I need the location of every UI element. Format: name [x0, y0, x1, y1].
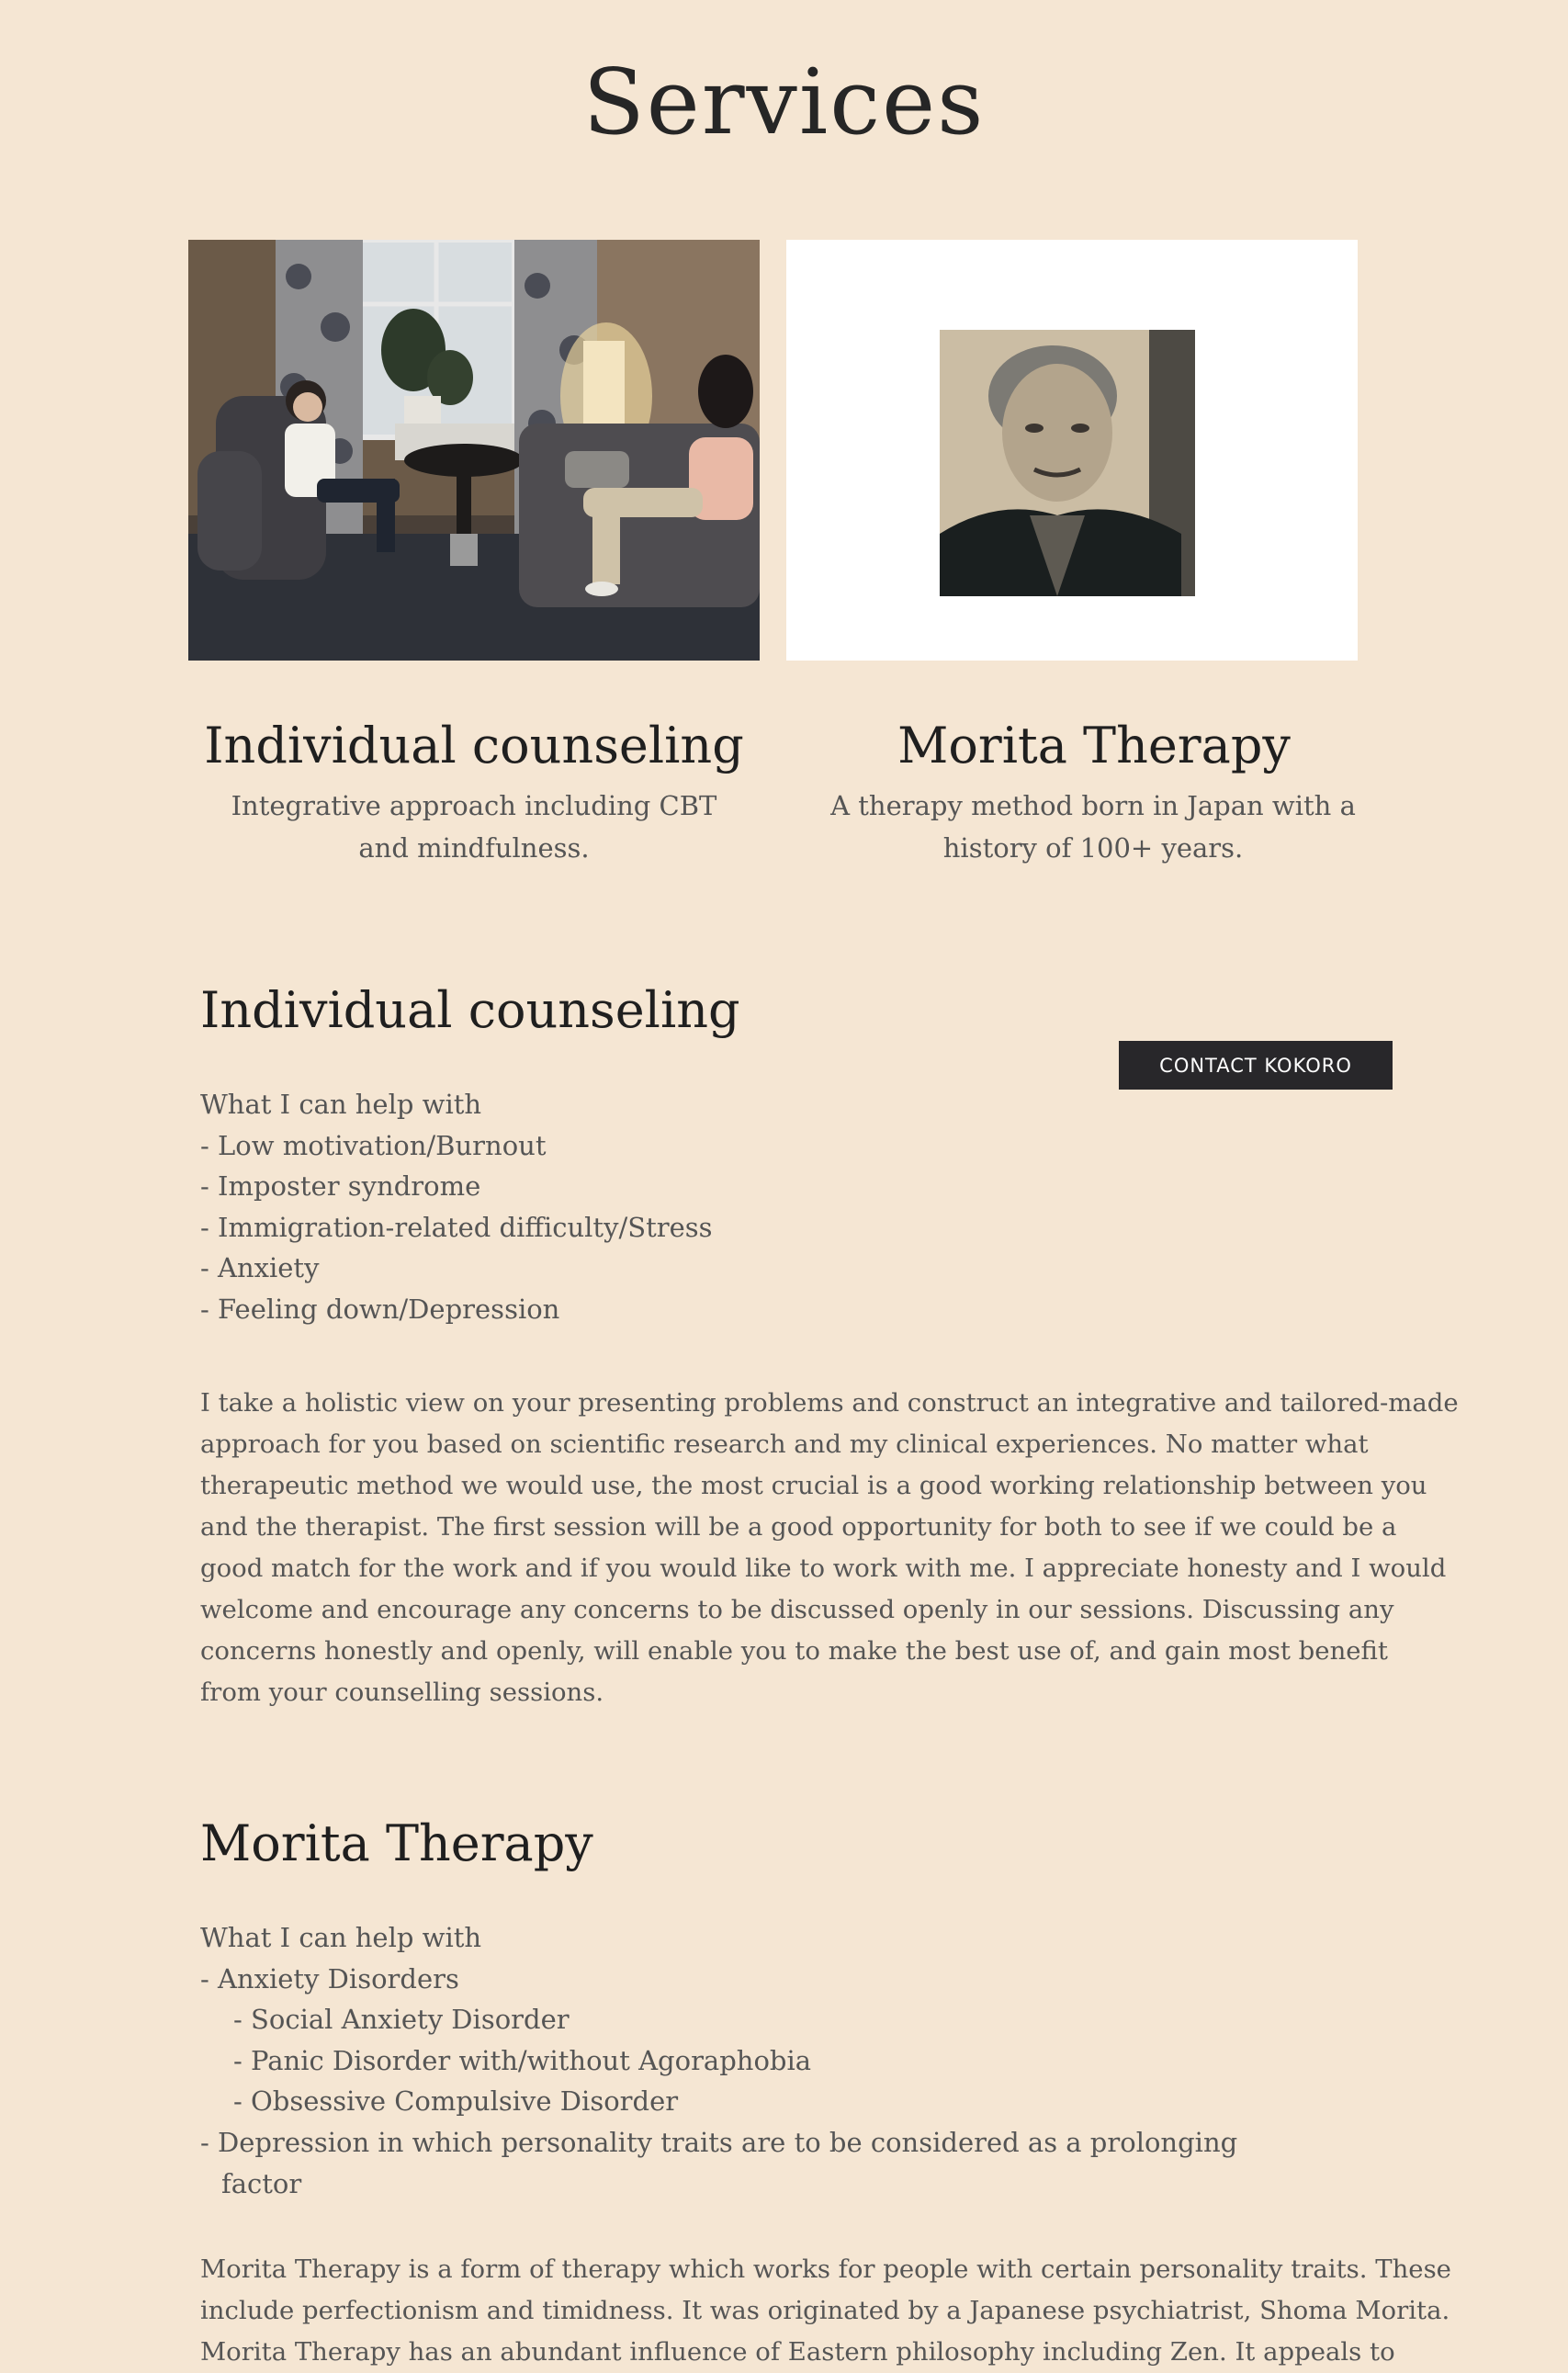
list-item: - Panic Disorder with/without Agoraphobia — [233, 2044, 812, 2076]
list-item: What I can help with — [200, 1089, 482, 1120]
card-description-individual-counseling: Integrative approach including CBT and mindfulness. — [231, 790, 717, 864]
paragraph-line: from your counselling sessions. — [200, 1678, 604, 1707]
list-item: - Anxiety — [200, 1252, 320, 1284]
paragraph-line: approach for you based on scientific research and my clinical experiences. No matter what — [200, 1429, 1369, 1459]
list-item: - Imposter syndrome — [200, 1170, 481, 1203]
morita-portrait-photo — [786, 240, 1358, 661]
list-item: - Low motivation/Burnout — [200, 1129, 547, 1161]
morita-description-paragraph — [200, 2249, 1451, 2373]
individual-description-paragraph — [200, 1383, 1459, 1713]
contact-kokoro-button[interactable]: CONTACT KOKORO — [1119, 1041, 1393, 1090]
list-item: factor — [221, 2167, 302, 2199]
paragraph-line: include perfectionism and timidness. It was originated by a Japanese psychiatrist, Shoma Morita. — [200, 2296, 1450, 2325]
list-item: - Obsessive Compulsive Disorder — [233, 2085, 679, 2118]
list-item: - Immigration-related difficulty/Stress — [200, 1211, 713, 1243]
morita-help-list — [200, 1917, 1237, 2204]
paragraph-line: concerns honestly and openly, will enable you to make the best use of, and gain most benefit — [200, 1636, 1388, 1666]
counseling-room-photo — [188, 240, 760, 661]
list-item: - Anxiety Disorders — [200, 1962, 459, 1994]
paragraph-line: Morita Therapy has an abundant influence of Eastern philosophy including Zen. It appeals to — [200, 2337, 1395, 2367]
card-title-morita-therapy: Morita Therapy — [897, 717, 1291, 774]
card-description-morita-therapy: A therapy method born in Japan with a history of 100+ years. — [830, 790, 1356, 864]
list-item: - Feeling down/Depression — [200, 1293, 560, 1325]
section-heading-morita-therapy: Morita Therapy — [200, 1814, 593, 1872]
list-item: - Social Anxiety Disorder — [233, 2004, 570, 2036]
list-item: - Depression in which personality traits are to be considered as a prolonging — [200, 2126, 1238, 2158]
card-title-individual-counseling: Individual counseling — [204, 717, 744, 774]
section-heading-individual-counseling: Individual counseling — [200, 981, 740, 1039]
paragraph-line: Morita Therapy is a form of therapy which works for people with certain personality traits. These — [200, 2254, 1451, 2284]
paragraph-line: and the therapist. The first session will be a good opportunity for both to see if we could be a — [200, 1512, 1397, 1542]
paragraph-line: I take a holistic view on your presenting problems and construct an integrative and tailored-made — [200, 1388, 1459, 1418]
paragraph-line: good match for the work and if you would like to work with me. I appreciate honesty and I would — [200, 1554, 1447, 1583]
paragraph-line: therapeutic method we would use, the most crucial is a good working relationship between you — [200, 1471, 1427, 1500]
page-title: Services — [582, 51, 986, 155]
paragraph-line: welcome and encourage any concerns to be discussed openly in our sessions. Discussing any — [200, 1595, 1394, 1624]
individual-help-list — [200, 1084, 713, 1330]
list-item: What I can help with — [200, 1922, 482, 1953]
